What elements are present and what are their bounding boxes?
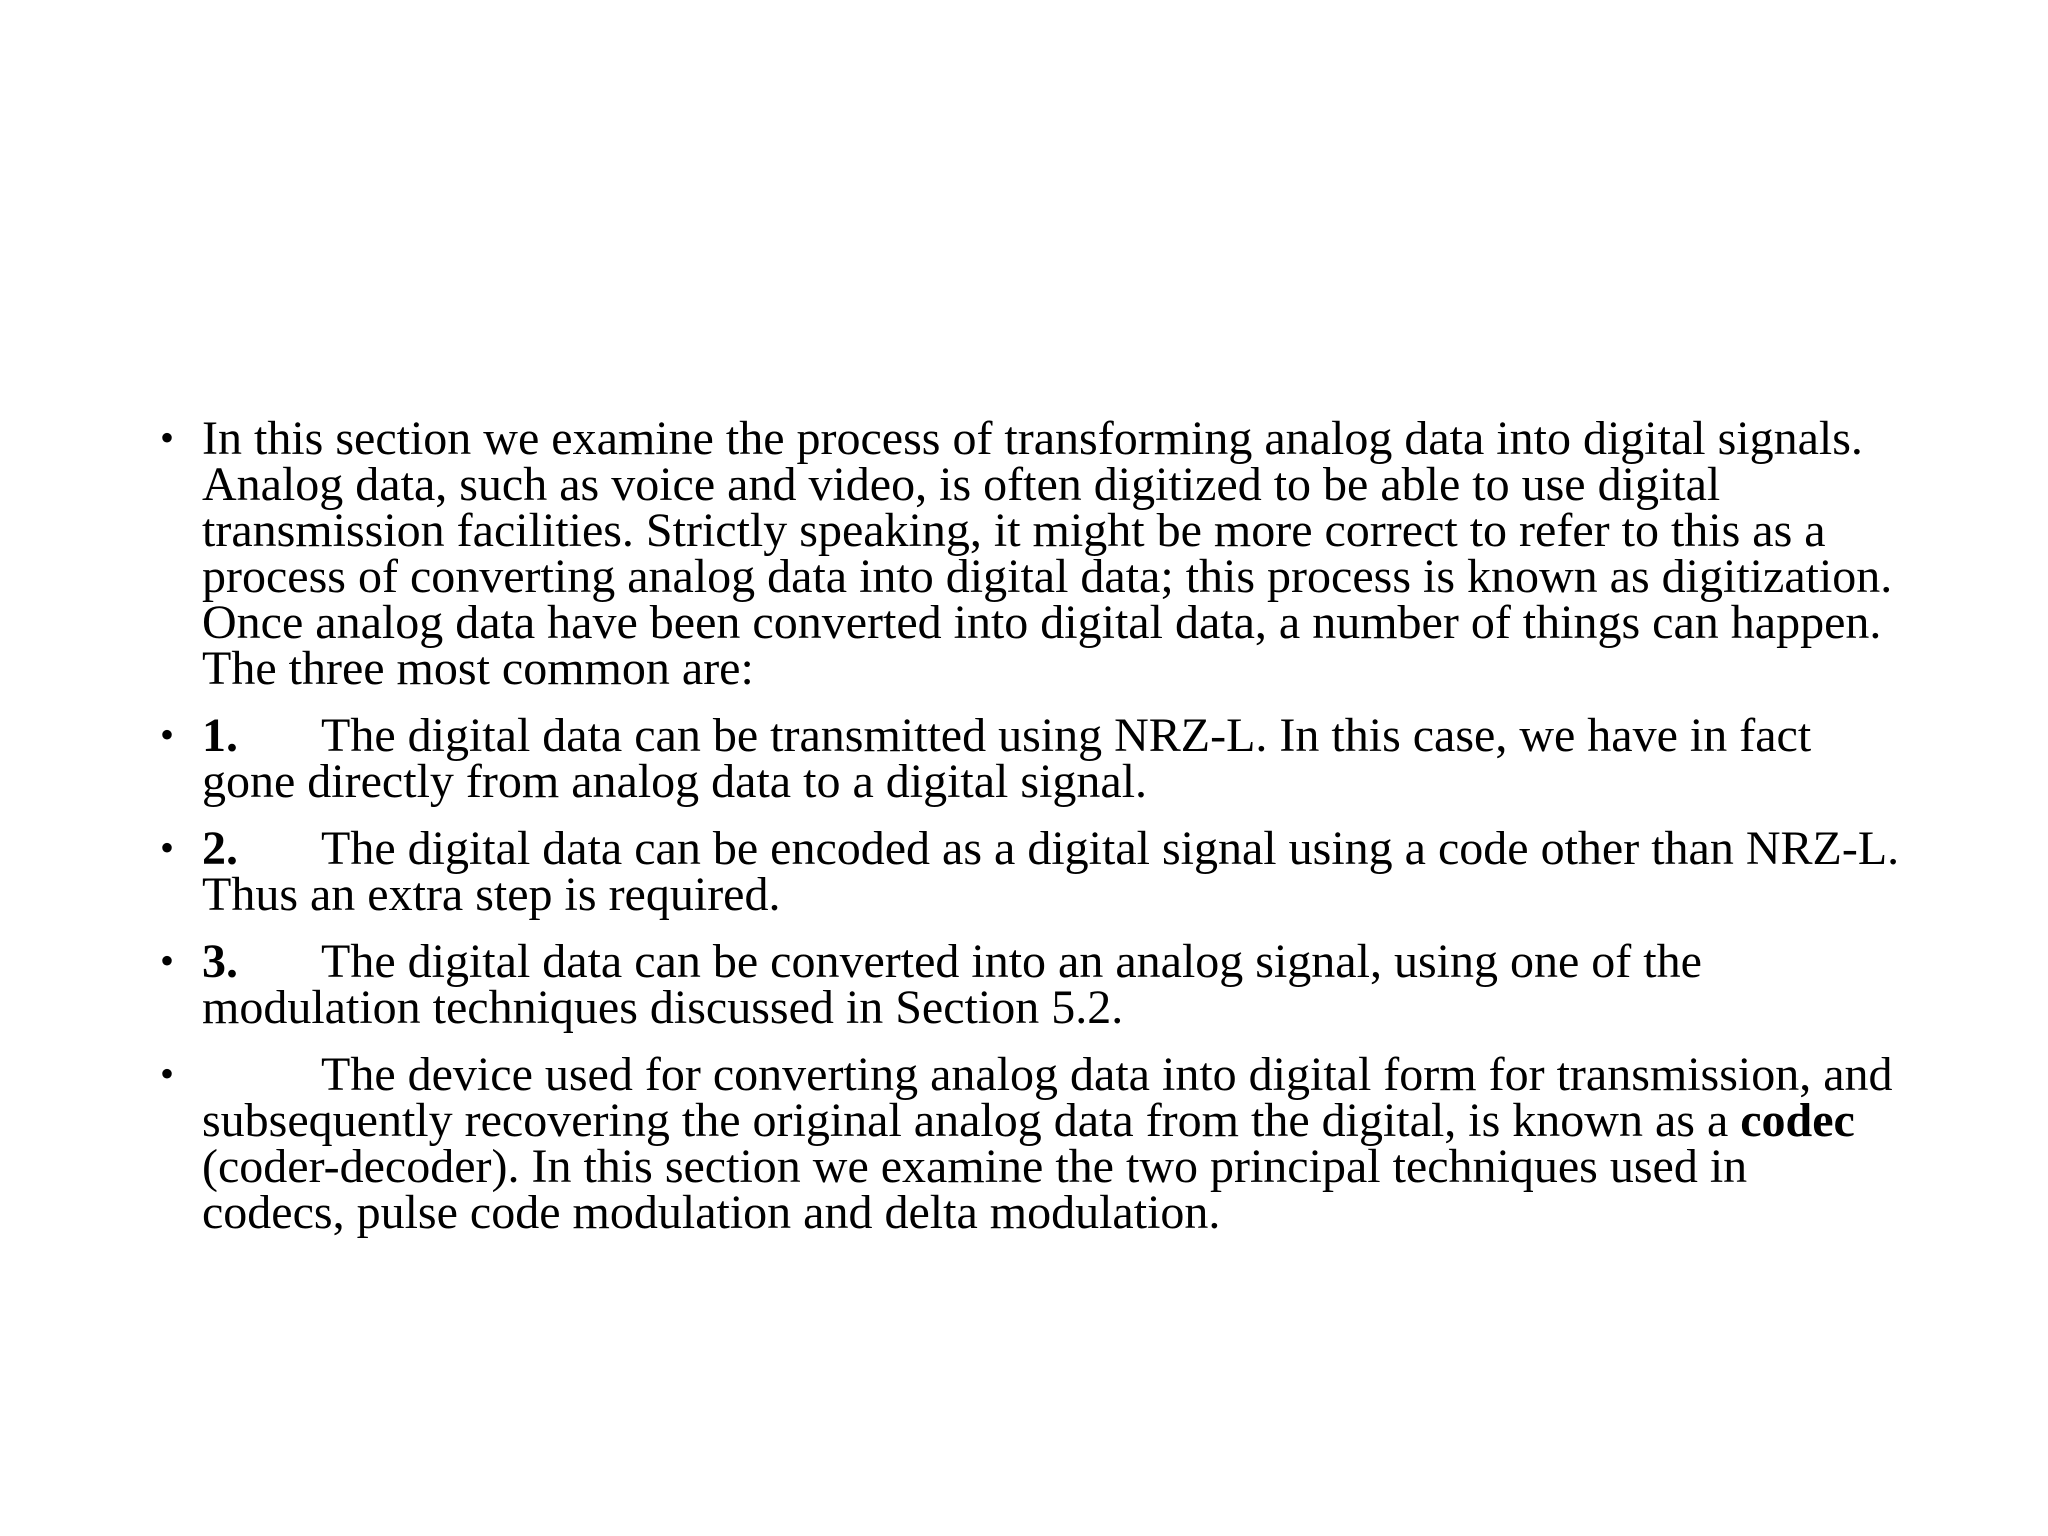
- bullet-list: [160, 412, 1900, 1257]
- bullet-item-codec: [160, 1048, 1900, 1239]
- bullet-dot-icon: •: [160, 1051, 175, 1096]
- bullet-dot-icon: •: [160, 825, 175, 870]
- bullet-item-3: [160, 935, 1900, 1034]
- item-text: The digital data can be converted into an analog signal, using one of the modulation techniques discussed in Section 5.2.: [202, 935, 1702, 1034]
- item-text-after: (coder-decoder). In this section we examine the two principal techniques used in codecs, pulse code modulation and delta modulation.: [202, 1140, 1748, 1239]
- item-text: The digital data can be transmitted using NRZ-L. In this case, we have in fact gone directly from analog data to a digital signal.: [202, 709, 1812, 808]
- item-number: 3.: [202, 935, 238, 988]
- bullet-dot-icon: •: [160, 712, 175, 757]
- item-text: The digital data can be encoded as a digital signal using a code other than NRZ-L. Thus an extra step is required.: [202, 822, 1900, 921]
- codec-keyword: codec: [1740, 1094, 1855, 1147]
- bullet-text: [202, 709, 1900, 808]
- item-number: 1.: [202, 709, 238, 762]
- item-text-before: The device used for converting analog data into digital form for transmission, and subsequently recovering the original analog data from the digital, is known as a: [202, 1048, 1893, 1147]
- bullet-text: [202, 1048, 1900, 1239]
- bullet-item-2: [160, 822, 1900, 921]
- item-number: 2.: [202, 822, 238, 875]
- bullet-text: [202, 822, 1900, 921]
- bullet-item-1: [160, 709, 1900, 808]
- bullet-dot-icon: •: [160, 415, 175, 460]
- bullet-text: [202, 935, 1900, 1034]
- bullet-dot-icon: •: [160, 938, 175, 983]
- bullet-text: In this section we examine the process of transforming analog data into digital signals. Analog data, such as voice and video, is often digitized to be able to use digital transmission facilities. Strictly speaking, it might be more correct to refer to this as a process of converting analog data into digital data; this process is known as digitization. Once analog data have been converted into digital data, a number of things can happen. The three most common are:: [202, 412, 1893, 695]
- bullet-item-intro: [160, 412, 1900, 695]
